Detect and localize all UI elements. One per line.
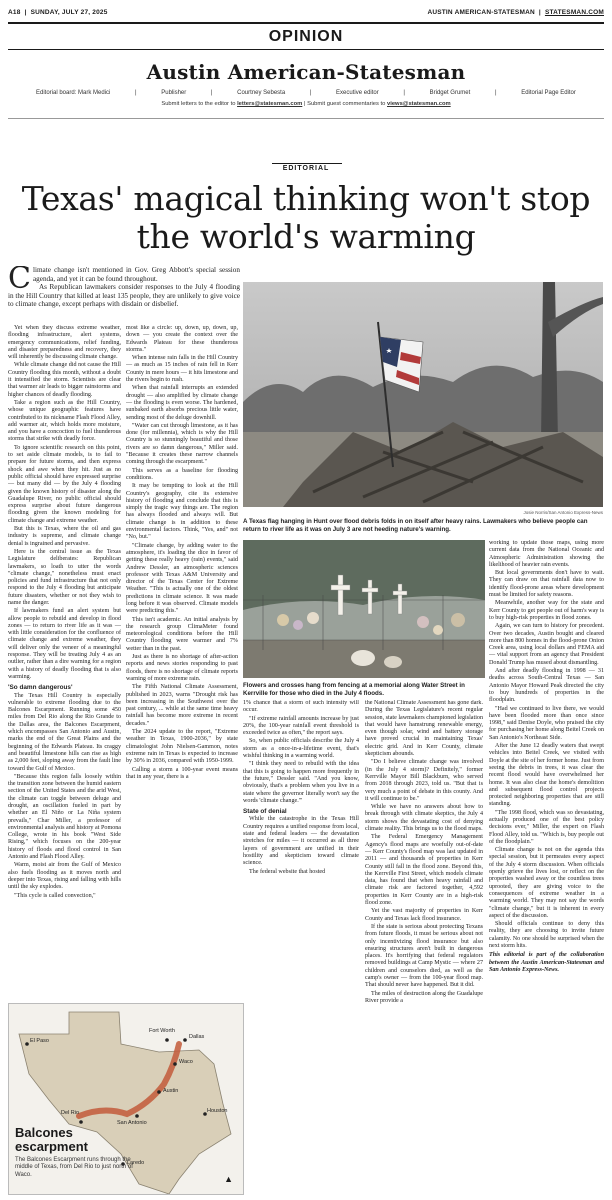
paragraph: This isn't academic. An initial analysis by the research group ClimaMeter found meteorological conditions before the Hill Country flooding were warmer and 7% wetter than in the past. bbox=[126, 616, 238, 652]
map-title bbox=[15, 1126, 88, 1154]
paragraph: After the June 12 deadly waters that swept vehicles into Beitel Creek, we visited with Doyle at the site of her former home. Just from seeing the debris in trees, it was clear the recent flood would have overwhelmed her home. It was also clear the home's demolition and subsequent flood control projects protected neighboring properties that are still standing. bbox=[489, 743, 604, 808]
lede-p2: As Republican lawmakers consider responses to the July 4 flooding in the Hill Country that killed at least 135 people, they are unlikely to give voice to climate change, except perhaps with disdain or disbelief. bbox=[8, 283, 240, 309]
kicker-rule bbox=[272, 163, 342, 164]
paragraph: "Because this region falls loosely within the transition zone between the humid eastern section of the United States and the arid West, the climate can toggle between deluge and drought, an oscillation fueled in part by whether an El Niño or La Niña system prevails," Char Miller, a professor of environmental analysis and history at Pomona College, wrote in his book "West Side Rising," which focuses on the 200-year history of floods and flood control in San Antonio and Flash Flood Alley. bbox=[8, 773, 121, 861]
page-number: A18 bbox=[8, 8, 21, 16]
board-exec-editor-label: Executive editor bbox=[336, 90, 379, 96]
paragraph: "Climate change, by adding water to the atmosphere, it's loading the dice in favor of getting these really heavy (rain) events," said Andrew Dessler, an atmospheric sciences professor with Texas A&M University and director of the Texas Center for Extreme Weather. "This is actually one of the oldest predictions in climate science. It was made long before it was observed. Climate models were predicting this." bbox=[126, 542, 238, 615]
photo1-caption: A Texas flag hanging in Hunt over flood debris folds in on itself after heavy rains. Lawmakers who believe people can return to river life as it was on July 3 are not heeding nature's warning. bbox=[243, 518, 588, 533]
paragraph: "Had we continued to live there, we would have been flooded more than once since 1998," said Denise Doyle, who praised the city for purchasing her home along Beitel Creek on San Antonio's Northeast Side. bbox=[489, 705, 604, 741]
paragraph: Should officials continue to deny this reality, they are choosing to invite future calamity. No one should be surprised when the next storm hits. bbox=[489, 921, 604, 950]
dropcap: C bbox=[8, 266, 31, 296]
photo-memorial bbox=[243, 540, 485, 678]
city-dallas: Dallas bbox=[189, 1034, 205, 1040]
paragraph: Yet when they discuss extreme weather, flooding infrastructure, alert systems, emergency communications, relief funding, and disaster preparedness and recovery, they will inherently be discussing climate change. bbox=[8, 325, 121, 361]
divider bbox=[8, 118, 604, 119]
paragraph: The miles of destruction along the Guadalupe River provide a bbox=[365, 990, 483, 1004]
column-4 bbox=[365, 700, 483, 1195]
paragraph: The federal website that hosted bbox=[249, 868, 326, 875]
submit-letters-text: Submit letters to the editor to bbox=[161, 101, 236, 107]
paragraph: The 2024 update to the report, "Extreme weather in Texas, 1900-2036," by state climatologist John Nielsen-Gammon, notes extreme rain in Texas is expected to increase by 30% in 2036, compared with 1950-1999. bbox=[126, 729, 238, 765]
photo-flag-debris bbox=[243, 282, 603, 507]
city-waco: Waco bbox=[179, 1059, 193, 1065]
views-email-link[interactable]: views@statesman.com bbox=[387, 101, 451, 107]
paragraph: While climate change did not cause the Hill Country flooding this month, without a doubt it intensified the storm. Scientists are clear that warmer air leads to bigger rainstorms and higher chances of deadly flooding. bbox=[8, 362, 121, 398]
page-date: SUNDAY, JULY 27, 2025 bbox=[30, 8, 108, 16]
board-exec-editor-name: Bridget Grumet bbox=[429, 90, 471, 96]
city-laredo: Laredo bbox=[127, 1160, 145, 1166]
paper-name: AUSTIN AMERICAN-STATESMAN bbox=[427, 8, 535, 16]
paragraph: "Water can cut through limestone, as it has done (for millennia), which is why the Hill Country is so stunningly beautiful and those rivers are so damn dangerous," Miller said. "Because it creates these narrow channels coming through the escarpment." bbox=[126, 422, 238, 466]
memorial-image bbox=[243, 540, 485, 678]
paragraph: "The 1998 flood, which was so devastating, actually produced one of the best policy decisions ever," Miller, the expert on Flash Flood Alley, told us. "Which is, buy people out of the floodplain." bbox=[489, 809, 604, 845]
escarpment-map bbox=[8, 1003, 244, 1195]
paragraph: Take a region such as the Hill Country, whose unique geographic features have contributed to its nickname Flash Flood Alley, add warmer air, which holds more moisture, and you have a concoction to fuel thunderous storms that strike with deadly force. bbox=[8, 399, 121, 443]
paragraph: "This cycle is called convection," bbox=[14, 892, 96, 899]
paragraph: Calling a storm a 100-year event means that in any year, there is a bbox=[126, 766, 238, 780]
paragraph: But local governments don't have to wait. They can draw on that rainfall data now to identify flood-prone areas where development must be limited for safety reasons. bbox=[489, 570, 604, 599]
map-title-line1: Balcones bbox=[15, 1125, 73, 1140]
column-1 bbox=[8, 325, 121, 993]
column-3 bbox=[243, 700, 359, 1000]
city-austin: Austin bbox=[163, 1088, 179, 1094]
masthead: Austin American-Statesman bbox=[146, 60, 466, 84]
paragraph: It may be tempting to look at the Hill Country's geography, cite its extensive history of flooding and conclude that this is simply the tragic way things are. The region has always flooded and always will. But climate change is in addition to these environmental factors. Think, "Yes, and" not "No, but." bbox=[126, 483, 238, 541]
board-publisher-name: Courtney Sebesta bbox=[237, 90, 286, 96]
paragraph: When that rainfall interrupts an extended drought — also amplified by climate change — the flooding is even worse. The hardened, sunbaked earth absorbs precious little water, sending most of the deluge downhill. bbox=[126, 385, 238, 421]
board-submit-row: Submit letters to the editor to letters@statesman.com | Submit guest commentaries to views@statesman.com bbox=[161, 101, 451, 107]
paragraph: This serves as a baseline for flooding conditions. bbox=[126, 467, 238, 481]
subhead-damn-dangerous: 'So damn dangerous' bbox=[8, 684, 73, 692]
paragraph: If the state is serious about protecting Texans from future floods, it must be serious about not only incentivizing flood insurance but also ensuring structures aren't built in dangerous places. It's horrifying that federal regulators removed buildings at Camp Mystic — where 27 children and counselors died, as well as the camp's owner — from the 100-year flood map. That should never have happened. But it did. bbox=[365, 923, 483, 989]
column-5 bbox=[489, 540, 604, 1195]
paragraph: Warm, moist air from the Gulf of Mexico also fuels flooding as it moves north and deeper into Texas, rising and falling with hills until the sky explodes. bbox=[8, 862, 121, 891]
site-link[interactable]: STATESMAN.COM bbox=[544, 8, 604, 16]
paragraph: The Texas Hill Country is especially vulnerable to extreme flooding due to the Balcones Escarpment. Running some 450 miles from Del Rio along the Rio Grande to the Dallas area, the Balcones Escarpment, which encompasses San Antonio and Austin, marks the end of the Great Plains and the beginning of the Edwards Plateau. Its craggy and beautiful limestone hills can rise as high as 2,000 feet, sloping away from the fault line toward the Gulf of Mexico. bbox=[8, 692, 121, 772]
paragraph: While we have no answers about how to break through with climate skeptics, the July 4 storm shows the devastating cost of denying climate reality. This brings us to the flood maps. bbox=[365, 804, 483, 833]
paragraph: If lawmakers fund an alert system but allow people to rebuild and develop in flood zones — to return to river life as it was — with little consideration for the confluence of climate change and extreme weather, they will deliver only the veneer of a meaningful response. They will be treating July 4 as an outlier, rather than a dire warning for a region with a history of deadly flooding that is also warming. bbox=[8, 608, 121, 680]
paragraph: Climate change is not on the agenda this special session, but it permeates every aspect of the July 4 storm discussion. When officials openly grieve the lives lost, or reflect on the properties washed away or the countless trees uprooted, they are giving voice to the consequences of extreme weather in a warming world. They may not say the words "climate change," but it is inherent in every aspect of the discussion. bbox=[489, 847, 604, 919]
paragraph: most like a circle: up, down, up, down, up, down — you create the context over the Edwards Plateau for these thunderous storms." bbox=[126, 325, 238, 353]
page-folio bbox=[8, 6, 604, 18]
photo2-caption: Flowers and crosses hang from fencing at a memorial along Water Street in Kerrville for those who died in the July 4 floods. bbox=[243, 682, 465, 697]
board-editor: Editorial board: Mark Medici bbox=[36, 90, 111, 96]
lede bbox=[8, 266, 240, 316]
paragraph: "I think they need to rebuild with the idea that this is going to happen more frequently in the future," Dessler said. "And you know, obviously, that's a problem when you live in a state where the governor literally won't say the words 'climate change.'" bbox=[243, 761, 359, 804]
paragraph: Yet the vast majority of properties in Kerr County and Texas lack flood insurance. bbox=[365, 908, 483, 922]
lede-p1: limate change isn't mentioned in Gov. Greg Abbott's special session agenda, and yet it can be found throughout. bbox=[32, 266, 240, 283]
endnote: This editorial is part of the collaboration between the Austin American-Statesman and San Antonio Express-News. bbox=[489, 952, 604, 973]
paragraph: "If extreme rainfall amounts increase by just 20%, the 100-year rainfall event threshold is exceeded twice as often," the report says. bbox=[243, 715, 359, 737]
city-san-antonio: San Antonio bbox=[117, 1120, 147, 1126]
board-row: Editorial board: Mark Medici | Publisher | Courtney Sebesta | Executive editor | Bridget Grumet | Editorial Page Editor bbox=[30, 88, 582, 99]
map-description: The Balcones Escarpment runs through the middle of Texas, from Del Rio to just north of Waco. bbox=[15, 1157, 133, 1178]
paragraph: When intense rain falls in the Hill Country — as much as 15 inches of rain fell in Kerr County in mere hours — it hits limestone and the rivers begin to rush. bbox=[126, 355, 238, 384]
column-2 bbox=[126, 325, 238, 993]
section-bar bbox=[8, 22, 604, 50]
paragraph: But this is Texas, where the oil and gas industry is supreme, and climate change denial is ingrained and pervasive. bbox=[8, 526, 121, 547]
folio-right: AUSTIN AMERICAN-STATESMAN | STATESMAN.COM bbox=[427, 8, 604, 16]
paragraph: While the catastrophe in the Texas Hill Country requires a unified response from local, state and federal leaders — the devastation stretches for miles — it occurred as all three layers of government are unified in their hostility and skepticism toward climate science. bbox=[243, 816, 359, 867]
city-el-paso: El Paso bbox=[30, 1038, 49, 1044]
city-houston: Houston bbox=[207, 1108, 228, 1114]
flood-debris-image bbox=[243, 282, 603, 507]
paragraph: And after deadly flooding in 1998 — 31 deaths across South-Central Texas — San Antonio Mayor Howard Peak directed the city to buy hundreds of properties in the floodplain. bbox=[489, 668, 604, 704]
city-fort-worth: Fort Worth bbox=[149, 1028, 175, 1034]
section-title: OPINION bbox=[268, 27, 344, 45]
letters-email-link[interactable]: letters@statesman.com bbox=[237, 101, 303, 107]
paragraph: 1% chance that a storm of such intensity will occur. bbox=[243, 700, 359, 714]
paragraph: So, when public officials describe the July 4 storm as a once-in-a-lifetime event, that's wishful thinking in a warming world. bbox=[243, 738, 359, 760]
paragraph: Again, we can turn to history for precedent. Over two decades, Austin bought and cleared more than 800 homes in the flood-prone Onion Creek area, using local dollars and FEMA aid — vital support from an agency that President Donald Trump has mused about dismantling. bbox=[489, 623, 604, 666]
paragraph: working to update those maps, using more current data from the National Oceanic and Atmospheric Administration showing the likelihood of heavier rain events. bbox=[489, 540, 604, 568]
paragraph: The Federal Emergency Management Agency's flood maps are woefully out-of-date — Kerr County's flood map was last updated in 2011 — and thousands of properties in Kerr County still fall in the flood zone. Beyond this, the Kerrville First Street, which models climate data, has found that when heavy rainfall and climate risk are factored together, 4,592 properties in Kerr County are in a high-risk flood zone. bbox=[365, 834, 483, 907]
folio-left: A18 | SUNDAY, JULY 27, 2025 bbox=[8, 8, 108, 16]
board-publisher-label: Publisher bbox=[161, 90, 187, 96]
submit-guest-text: Submit guest commentaries to bbox=[307, 101, 386, 107]
paragraph: Meanwhile, another way for the state and Kerr County to get people out of harm's way is to buy high-risk properties in flood zones. bbox=[489, 600, 604, 621]
paragraph: the National Climate Assessment has gone dark. During the Texas Legislature's recent regular session, state lawmakers championed legislation that would have hamstrung renewable energy, even though solar, wind and battery storage have proved crucial in maintaining Texas' electric grid. And in Kerr County, climate skepticism abounds. bbox=[365, 700, 483, 758]
paragraph: The Fifth National Climate Assessment, published in 2023, warns "Drought risk has been increasing in the Southwest over the past century, ... while at the same time heavy rainfall has become more extreme in recent decades." bbox=[126, 684, 238, 727]
kicker: EDITORIAL bbox=[282, 165, 330, 172]
photo-credit: Josie Norris/San Antonio Express-News bbox=[523, 510, 603, 515]
map-title-line2: escarpment bbox=[15, 1139, 88, 1154]
headline: Texas' magical thinking won't stop the world's warming bbox=[21, 179, 591, 256]
editorial-board bbox=[30, 88, 582, 110]
paragraph: Just as there is no shortage of after-action reports and news stories responding to past floods, there is no shortage of climate reports warning of more extreme rain. bbox=[126, 654, 238, 682]
paragraph: To ignore scientific research on this point, to set aside climate models, is to fail to prepare for future storms, and then express shock and awe when they hit. Just as no public official should have expressed surprise — but many did — by the July 4 flooding given the known history of disaster along the Guadalupe River, no public official should express surprise about future dangerous flooding given the known modeling for climate change and extreme weather. bbox=[8, 444, 121, 524]
paragraph: "Do I believe climate change was involved (in the July 4 storm)? Definitely," former Kerrville Mayor Bill Blackburn, who served from 2018 through 2023, told us. "But that is very much a point of debate in this county. And it will continue to be." bbox=[365, 759, 483, 802]
subhead-state-of-denial: State of denial bbox=[243, 808, 287, 816]
north-arrow-icon: ▲ bbox=[224, 1174, 233, 1184]
city-del-rio: Del Rio bbox=[61, 1110, 80, 1116]
paragraph: Here is the central issue as the Texas Legislature deliberates: Republican lawmakers, so loath to utter the words "climate change," nonetheless must enact policies and fund infrastructure that not only respond to the July 4 flooding but anticipate future disasters, whether or not they wish to name the danger. bbox=[8, 548, 121, 606]
board-page-editor-label: Editorial Page Editor bbox=[521, 90, 576, 96]
